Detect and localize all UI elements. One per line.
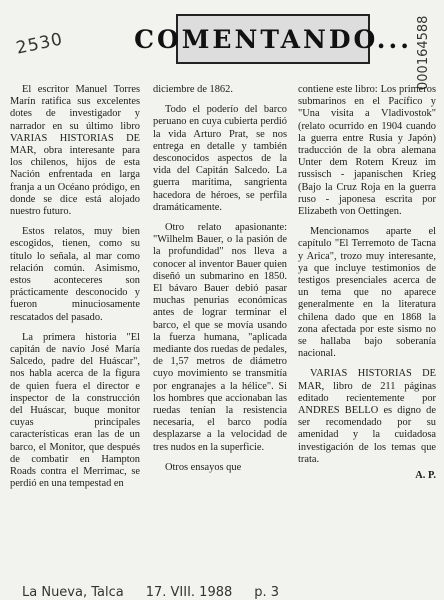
handwritten-source-line — [0, 580, 444, 600]
author-signature: A. P. — [415, 470, 436, 482]
source-date: 17. VIII. 1988 — [145, 585, 233, 600]
article-paragraph: La primera historia "El capitán de navío José María Salcedo, padre del Huáscar", nos habla acerca de la figura de quien fuera el director e inspector de la construcción del Huáscar, buque monitor cuyas principales características eran las de un barco, el Monitor, que después de combatir en Hampton Roads contra el Merrimac, se perdió en una tempestad en — [10, 331, 140, 490]
article-paragraph: Estos relatos, muy bien escogidos, tienen, como su título lo señala, al mar como relación común. Asimismo, estos aconteceres son prácticamente desconocido y fueron minuciosamente rescatados del pasado. — [10, 226, 140, 323]
header-title: COMENTANDO... — [134, 24, 412, 54]
article-paragraph: Otro relato apasionante: "Wilhelm Bauer, o la pasión de la profundidad" nos lleva a conocer al inventor Bauer quien diseñó un submarino en 1850. El bávaro Bauer debió pasar muchas penurias económicas antes de lograr terminar el barco, el que se movía usando la fuerza humana, "aplicada mediante dos ruedas de pedales, de 1,57 metros de diámetro cuyo movimiento se transmitía por engranajes a la hélice". Si los hombres que accionaban las ruedas tenían la resistencia necesaria, el barco podía desplazarse a la velocidad de tres nudos en la superficie. — [153, 222, 287, 453]
article-paragraph: diciembre de 1862. — [153, 84, 233, 95]
source-publication: La Nueva, Talca — [22, 585, 124, 600]
article-paragraph: Otros ensayos que — [165, 461, 242, 473]
article-paragraph: Todo el poderío del barco peruano en cuya cubierta perdió la vida Arturo Prat, se nos entrega en detalle y también desconocidos aspectos de la vida del Capitán Salcedo. La guerra marítima, sangrienta hacedora de héroes, se perfila dramáticamente. — [153, 104, 287, 213]
article-paragraph: Mencionamos aparte el capítulo "El Terremoto de Tacna y Arica", trozo muy interesante, ya que incluye testimonios de testigos presenciales acerca de un tema que no aparece generalmente en la literatura chilena dado que en 1868 la zona afectada por este sismo no se hallaba bajo soberanía nacional. — [298, 226, 436, 360]
article-paragraph: El escritor Manuel Torres Marín ratifica sus excelentes dotes de investigador y narrador en su último libro VARIAS HISTORIAS DE MAR, obra interesante para los chilenos, hijos de esta Nación enfrentada en larga franja a un Océano pródigo, en donde se dice está alojado nuestro futuro. — [10, 84, 140, 218]
article-column-1 — [10, 84, 140, 491]
handwritten-archive-number: 2530 — [14, 29, 65, 59]
article-column-2 — [153, 84, 287, 474]
column-header — [134, 14, 412, 64]
article-paragraph: VARIAS HISTORIAS DE MAR, libro de 211 páginas editado recientemente por ANDRES BELLO es digno de ser recomendado por su amenidad y la cuidadosa investigación de los temas que trata. — [298, 368, 436, 465]
article-column-3 — [298, 84, 436, 482]
handwritten-side-code-text: 000164588 — [416, 15, 431, 90]
source-page: p. 3 — [254, 585, 280, 600]
article-paragraph: contiene este libro: Los primeros submarinos en el Pacífico y "Una visita a Vladivostok" (relato ocurrido en 1904 cuando la guerra entre Rusia y Japón) traducción de la obra alemana Unter dem Rotern Kreuz im russisch - japanischen Krieg (Bajo la Cruz Roja en la guerra ruso - japonesa escrita por Elizabeth von Oettingen. — [298, 84, 436, 218]
